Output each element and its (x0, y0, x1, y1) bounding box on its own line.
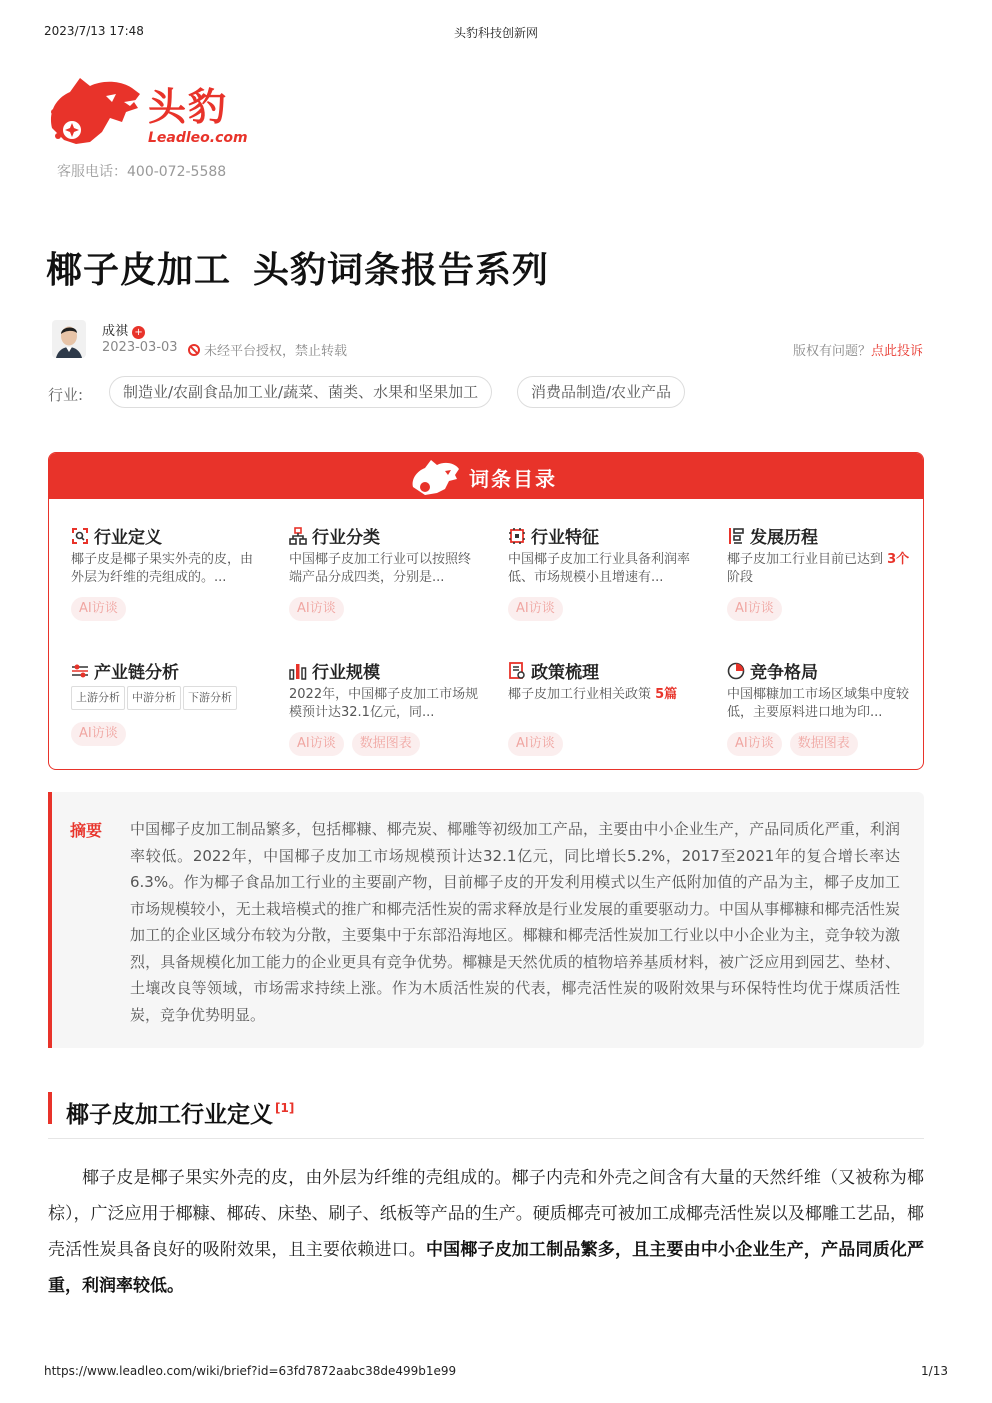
ai-interview-pill[interactable]: AI访谈 (727, 597, 782, 621)
print-footer (44, 1364, 948, 1380)
industry-chain-icon (71, 662, 89, 680)
leopard-mascot-icon (409, 457, 461, 497)
definition-icon (71, 527, 89, 545)
copyright-complaint: 版权有问题？点此投诉 (792, 344, 923, 359)
brand-name-en: Leadleo.com (148, 130, 248, 146)
toc-item-competition[interactable]: 竞争格局 中国椰糠加工市场区域集中度较低，主要原料进口地为印... AI访谈 数据图表 (727, 658, 917, 756)
data-chart-pill[interactable]: 数据图表 (352, 732, 420, 756)
toc-item-classification[interactable]: 行业分类 中国椰子皮加工行业可以按照终端产品分成四类，分别是... AI访谈 (289, 523, 479, 621)
title-series: 头豹词条报告系列 (253, 250, 550, 291)
license-notice: 未经平台授权，禁止转载 (188, 340, 347, 359)
section-divider (48, 1138, 924, 1139)
print-header (44, 24, 948, 40)
toc-header (49, 453, 923, 499)
toc-item-definition[interactable]: 行业定义 椰子皮是椰子果实外壳的皮，由外层为纤维的壳组成的。... AI访谈 (71, 523, 261, 621)
section-key-point: 中国椰子皮加工制品繁多，且主要由中小企业生产，产品同质化严重，利润率较低。 (48, 1240, 925, 1296)
customer-hotline: 客服电话：400-072-5588 (57, 164, 227, 180)
ai-interview-pill[interactable]: AI访谈 (71, 597, 126, 621)
page-number: 1/13 (921, 1364, 948, 1378)
section-body: 椰子皮是椰子果实外壳的皮，由外层为纤维的壳组成的。椰子内壳和外壳之间含有大量的天然纤维（又被称为椰棕），广泛应用于椰糠、椰砖、床垫、刷子、纸板等产品的生产。硬质椰壳可被加工成椰壳活性炭以及椰雕工艺品，椰壳活性炭具备良好的吸附效果，且主要依赖进口。中国椰子皮加工制品繁多，且主要由中小企业生产，产品同质化严重，利润率较低。 (48, 1168, 925, 1296)
industry-label: 行业: (48, 386, 84, 404)
page-title (46, 242, 549, 293)
upstream-analysis-tag[interactable]: 上游分析 (71, 686, 125, 710)
toc-item-market-size[interactable]: 行业规模 2022年，中国椰子皮加工市场规模预计达32.1亿元，同... AI访谈 数据图表 (289, 658, 479, 756)
toc-item-history[interactable]: 发展历程 椰子皮加工行业目前已达到 3个阶段 AI访谈 (727, 523, 917, 621)
brand-name-cn: 头豹 (148, 85, 229, 129)
industry-tag[interactable]: 消费品制造/农业产品 (517, 376, 685, 408)
follow-plus-icon[interactable]: + (132, 326, 145, 339)
summary-label: 摘要 (70, 821, 103, 840)
summary-box (48, 792, 924, 1048)
author-name[interactable]: 成祺 + (102, 320, 145, 339)
report-link[interactable]: 点此投诉 (870, 344, 923, 359)
title-main: 椰子皮加工 (46, 250, 232, 291)
midstream-analysis-tag[interactable]: 中游分析 (127, 686, 181, 710)
author-avatar[interactable] (52, 320, 86, 358)
publish-date: 2023-03-03 (102, 340, 178, 355)
print-site-title: 头豹科技创新网 (453, 26, 538, 40)
ai-interview-pill[interactable]: AI访谈 (71, 722, 126, 746)
features-icon (508, 527, 526, 545)
ai-interview-pill[interactable]: AI访谈 (508, 732, 563, 756)
toc-item-industry-chain[interactable]: 产业链分析 上游分析 中游分析 下游分析 AI访谈 (71, 658, 261, 746)
bar-chart-icon (289, 662, 307, 680)
section-title: 椰子皮加工行业定义 [1] (48, 1092, 294, 1124)
summary-text: 中国椰子皮加工制品繁多，包括椰糠、椰壳炭、椰雕等初级加工产品，主要由中小企业生产，产品同质化严重，利润率较低。2022年，中国椰子皮加工市场规模预计达32.1亿元，同比增长5.2%，2017至2021年的复合增长率达6.3%。作为椰子食品加工行业的主要副产物，目前椰子皮的开发利用模式以生产低附加值的产品为主，椰子皮加工市场规模较小，无土栽培模式的推广和椰壳活性炭的需求释放是行业发展的重要驱动力。中国从事椰糠和椰壳活性炭加工的企业区域分布较为分散，主要集中于东部沿海地区。椰糠和椰壳活性炭加工行业以中小企业为主，竞争较为激烈，具备规模化加工能力的企业更具有竞争优势。椰糠是天然优质的植物培养基质材料，被广泛应用到园艺、垫材、土壤改良等领域，市场需求持续上涨。作为木质活性炭的代表，椰壳活性炭的吸附效果与环保特性均优于煤质活性炭，竞争优势明显。 (130, 820, 900, 1024)
print-timestamp: 2023/7/13 17:48 (44, 24, 144, 38)
toc-item-features[interactable]: 行业特征 中国椰子皮加工行业具备利润率低、市场规模小且增速有... AI访谈 (508, 523, 698, 621)
ai-interview-pill[interactable]: AI访谈 (289, 732, 344, 756)
leopard-logo-icon (46, 72, 142, 148)
policy-document-icon (508, 662, 526, 680)
ai-interview-pill[interactable]: AI访谈 (727, 732, 782, 756)
data-chart-pill[interactable]: 数据图表 (790, 732, 858, 756)
ai-interview-pill[interactable]: AI访谈 (289, 597, 344, 621)
classification-icon (289, 527, 307, 545)
leadleo-logo[interactable] (46, 68, 246, 152)
reference-marker[interactable]: [1] (275, 1101, 295, 1115)
print-url: https://www.leadleo.com/wiki/brief?id=63fd7872aabc38de499b1e99 (44, 1364, 457, 1378)
toc-item-policy[interactable]: 政策梳理 椰子皮加工行业相关政策 5篇 AI访谈 (508, 658, 698, 756)
industry-tag[interactable]: 制造业/农副食品加工业/蔬菜、菌类、水果和坚果加工 (109, 376, 492, 408)
ai-interview-pill[interactable]: AI访谈 (508, 597, 563, 621)
timeline-icon (727, 527, 745, 545)
no-repost-icon (188, 344, 200, 356)
toc-title: 词条目录 (469, 467, 557, 491)
toc-card (48, 452, 924, 770)
pie-chart-icon (727, 662, 745, 680)
downstream-analysis-tag[interactable]: 下游分析 (183, 686, 237, 710)
